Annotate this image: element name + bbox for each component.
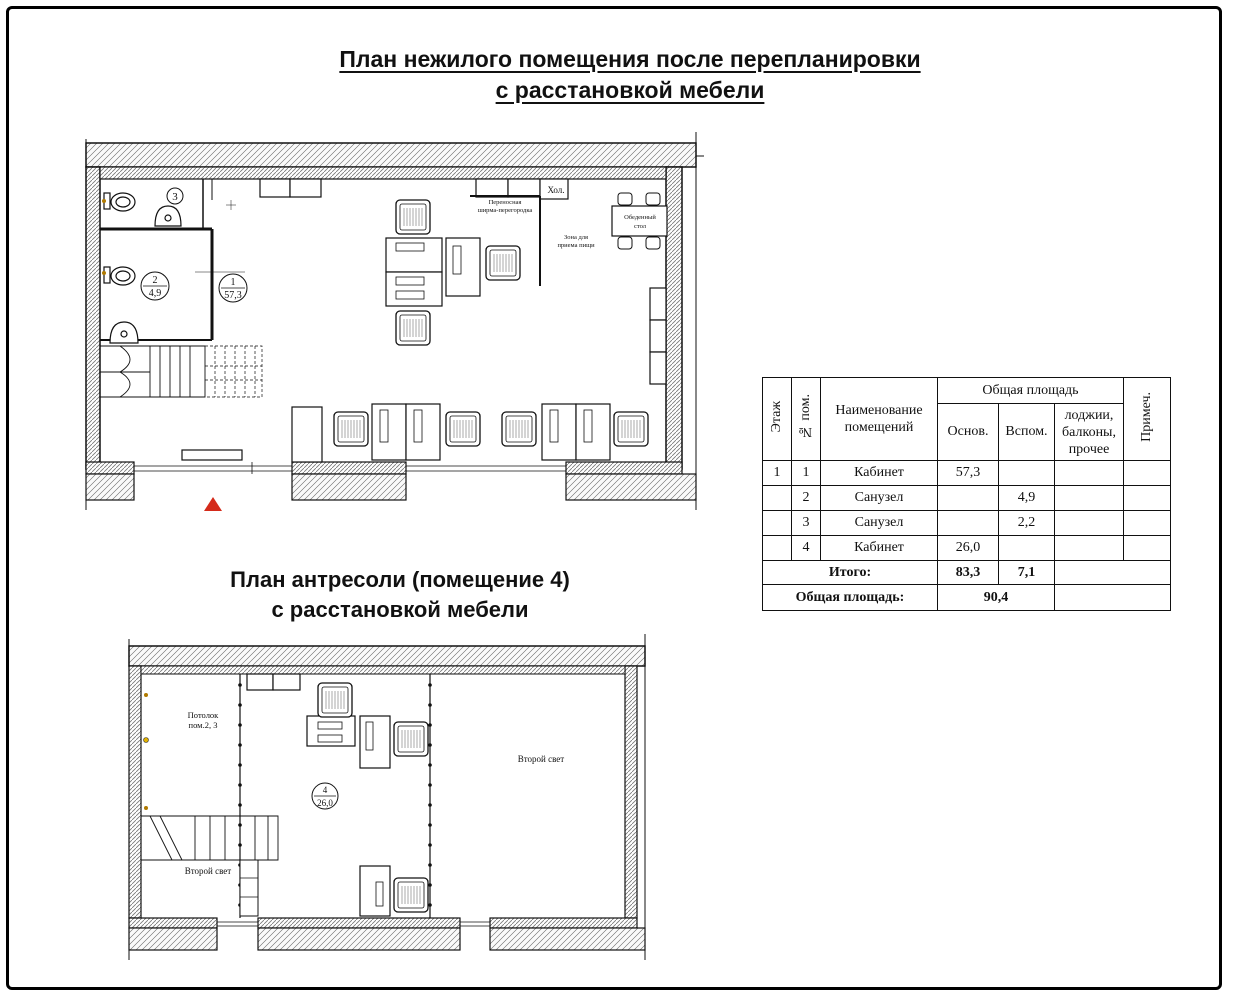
room1-number: 1 bbox=[230, 277, 236, 288]
total-main: 83,3 bbox=[938, 561, 999, 585]
header-loggia: лоджии, балконы, прочее bbox=[1055, 404, 1124, 461]
dining-table-label-2: стол bbox=[633, 223, 647, 230]
table-row: 2 Санузел 4,9 bbox=[763, 486, 1171, 511]
ceiling-label-2: пом.2, 3 bbox=[188, 720, 218, 730]
mezzanine-title-line2: с расстановкой мебели bbox=[271, 597, 529, 622]
table-row: 3 Санузел 2,2 bbox=[763, 511, 1171, 536]
grand-total-value: 90,4 bbox=[938, 585, 1055, 611]
total-aux: 7,1 bbox=[999, 561, 1055, 585]
main-title-line2: с расстановкой мебели bbox=[495, 77, 765, 103]
room4-number: 4 bbox=[322, 785, 328, 795]
total-label: Итого: bbox=[763, 561, 938, 585]
header-note: Примеч. bbox=[1124, 378, 1171, 461]
mezzanine-plan bbox=[129, 634, 645, 960]
room2-area: 4,9 bbox=[148, 288, 162, 299]
eating-zone-label-2: приема пищи bbox=[557, 242, 595, 249]
main-title-line1: План нежилого помещения после перепланировки bbox=[339, 46, 921, 72]
header-floor: Этаж bbox=[763, 378, 792, 461]
dining-table-label-1: Обеденный bbox=[624, 214, 656, 221]
header-aux: Вспом. bbox=[999, 404, 1055, 461]
ground-floor-plan bbox=[86, 132, 704, 511]
area-table bbox=[762, 377, 1171, 611]
header-room-no: № пом. bbox=[792, 378, 821, 461]
mezzanine-title-line1: План антресоли (помещение 4) bbox=[230, 567, 570, 592]
fridge-label: Хол. bbox=[547, 185, 565, 195]
ceiling-label-1: Потолок bbox=[187, 710, 219, 720]
grand-total-label: Общая площадь: bbox=[763, 585, 938, 611]
header-main: Основ. bbox=[938, 404, 999, 461]
second-light-right-label: Второй свет bbox=[517, 754, 565, 764]
second-light-left-label: Второй свет bbox=[184, 866, 232, 876]
screen-label-2: ширма-перегородка bbox=[477, 207, 533, 214]
entrance-marker bbox=[204, 497, 222, 511]
grand-total-row bbox=[763, 585, 1171, 611]
total-row bbox=[763, 561, 1171, 585]
header-total-area: Общая площадь bbox=[938, 378, 1124, 404]
room3-number: 3 bbox=[172, 191, 178, 203]
room4-area: 26,0 bbox=[317, 798, 333, 808]
room2-number: 2 bbox=[152, 275, 158, 286]
screen-label-1: Переносная bbox=[488, 199, 522, 206]
eating-zone-label-1: Зона для bbox=[563, 234, 589, 241]
room1-area: 57,3 bbox=[224, 290, 242, 301]
table-row: 1 1 Кабинет 57,3 bbox=[763, 461, 1171, 486]
table-row: 4 Кабинет 26,0 bbox=[763, 536, 1171, 561]
header-name: Наименование помещений bbox=[821, 378, 938, 461]
